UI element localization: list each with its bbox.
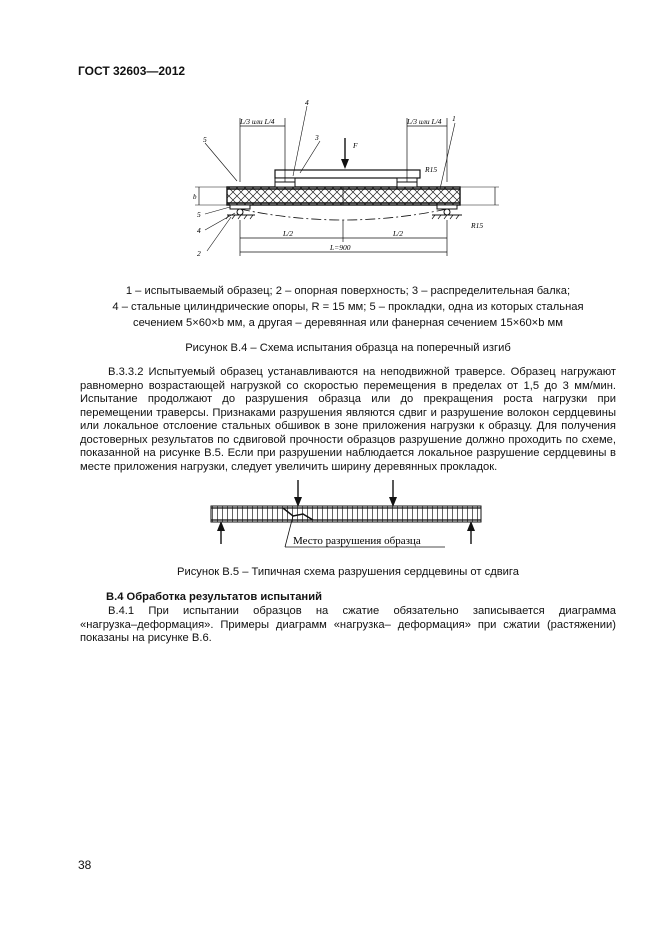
para-line: равномерно возрастающей нагрузкой со скоростью перемещения в пределах от 1,5 до 3 мм/мин. bbox=[80, 379, 616, 392]
label-3: 3 bbox=[315, 133, 319, 142]
thickness-label: b bbox=[193, 193, 197, 201]
legend-line-1: 1 – испытываемый образец; 2 – опорная поверхность; 3 – распределительная балка; bbox=[125, 285, 571, 297]
paragraph-b332 bbox=[80, 366, 616, 474]
figure-b4-caption: Рисунок В.4 – Схема испытания образца на поперечный изгиб bbox=[185, 342, 511, 354]
failure-location-label: Место разрушения образца bbox=[293, 535, 421, 547]
label-4-top: 4 bbox=[305, 98, 309, 107]
para-line: показанной на рисунке В.5. Если при разрушении наблюдается локальное разрушение сердцевины в bbox=[80, 447, 616, 459]
label-4-left: 4 bbox=[197, 226, 201, 235]
dim-half-left: L/2 bbox=[283, 229, 294, 238]
para-line: В.4.1 При испытании образцов на сжатие обязательно записывается диаграмма bbox=[108, 605, 616, 617]
para-line: «нагрузка–деформация». Примеры диаграмм «нагрузка– деформация» при сжатии (растяжении) bbox=[80, 618, 616, 631]
dim-total: L=900 bbox=[330, 243, 351, 252]
label-1: 1 bbox=[452, 114, 456, 123]
para-line: Испытание продолжают до разрушения образца или до прекращения роста нагрузки при bbox=[80, 393, 616, 405]
paragraph-b41 bbox=[80, 605, 616, 646]
dim-span-left: L/3 или L/4 bbox=[240, 117, 275, 126]
label-5-top: 5 bbox=[203, 135, 207, 144]
radius-bottom: R15 bbox=[471, 221, 484, 230]
document-header: ГОСТ 32603—2012 bbox=[78, 64, 186, 78]
radius-top: R15 bbox=[425, 165, 438, 174]
section-b4-title: В.4 Обработка результатов испытаний bbox=[106, 591, 322, 603]
legend-line-3: сечением 5×60×b мм, а другая – деревянная или фанерная сечением 15×60×b мм bbox=[133, 317, 563, 329]
page-number: 38 bbox=[78, 858, 92, 872]
para-line: или локальное отслоение стальных обшивок в зоне приложения нагрузки к образцу. Для получения bbox=[80, 420, 616, 432]
dim-span-right: L/3 или L/4 bbox=[407, 117, 442, 126]
force-label: F bbox=[353, 141, 358, 150]
para-line: перемещении траверсы. Признаками разрушения являются сдвиг и разрушение волокон сердцевины bbox=[80, 406, 616, 419]
dim-half-right: L/2 bbox=[393, 229, 404, 238]
legend-line-2: 4 – стальные цилиндрические опоры, R = 15 мм; 5 – прокладки, одна из которых стальная bbox=[112, 301, 584, 313]
label-5-left: 5 bbox=[197, 210, 201, 219]
para-line: достоверных результатов по сдвиговой прочности образцов разрушение должно проходить по схеме, bbox=[80, 433, 616, 446]
figure-b5-shear-failure bbox=[205, 478, 490, 558]
distribution-beam bbox=[275, 170, 420, 178]
para-line: месте приложения нагрузки, следует увеличить ширину деревянных прокладок. bbox=[80, 460, 498, 473]
figure-b4-legend bbox=[80, 283, 616, 331]
para-line: показаны на рисунке В.6. bbox=[80, 632, 212, 644]
para-line: В.3.3.2 Испытуемый образец устанавливаются на неподвижной траверсе. Образец нагружают bbox=[108, 366, 616, 378]
label-2: 2 bbox=[197, 249, 201, 258]
figure-b5-caption: Рисунок В.5 – Типичная схема разрушения сердцевины от сдвига bbox=[177, 566, 519, 578]
figure-b4-bending-scheme bbox=[185, 96, 505, 266]
